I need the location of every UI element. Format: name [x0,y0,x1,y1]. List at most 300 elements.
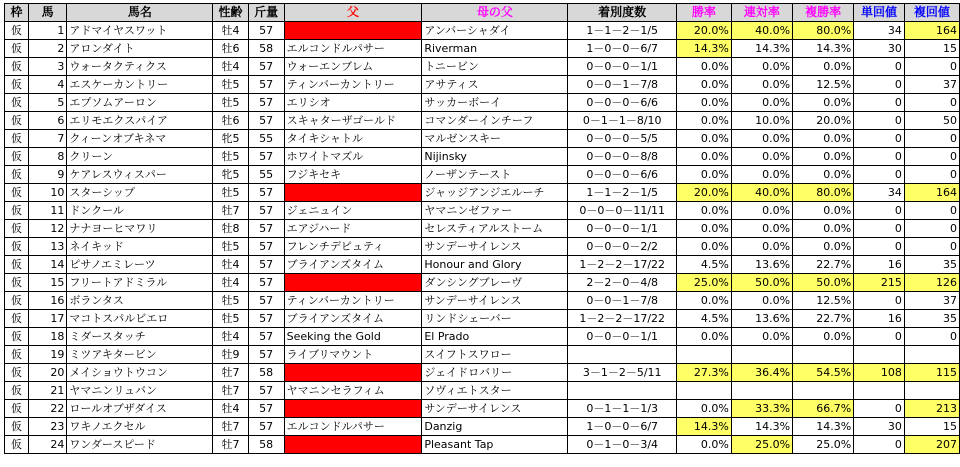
cell-waku: 仮 [5,436,29,454]
cell-win-rate: 0.0% [676,292,731,310]
cell-quinella-rate: 14.3% [731,40,792,58]
cell-dam-sire: サンデーサイレンス [422,400,568,418]
cell-record: 0－1－1－8/10 [568,112,677,130]
cell-uma: 15 [29,274,67,292]
cell-horse-name: ドンクール [67,202,213,220]
table-row [5,220,960,238]
cell-quinella-rate [731,382,792,400]
cell-quinella-rate: 40.0% [731,184,792,202]
header-row [5,4,960,22]
cell-dam-sire: Nijinsky [422,148,568,166]
cell-dam-sire: マルゼンスキー [422,130,568,148]
cell-sire: クロフネ [284,184,422,202]
table-row [5,40,960,58]
cell-weight: 57 [248,256,284,274]
cell-show-return: 115 [904,364,959,382]
cell-show-rate: 22.7% [793,256,854,274]
cell-uma: 2 [29,40,67,58]
cell-uma: 7 [29,130,67,148]
cell-horse-name: ボランタス [67,292,213,310]
cell-show-return: 0 [904,238,959,256]
cell-uma: 14 [29,256,67,274]
cell-show-rate: 0.0% [793,166,854,184]
cell-win-rate: 14.3% [676,418,731,436]
cell-show-rate [793,346,854,364]
cell-win-return: 16 [854,310,905,328]
cell-uma: 19 [29,346,67,364]
cell-waku: 仮 [5,130,29,148]
table-row [5,184,960,202]
cell-uma: 10 [29,184,67,202]
cell-weight: 57 [248,202,284,220]
cell-show-return: 37 [904,292,959,310]
cell-horse-name: ネイキッド [67,238,213,256]
cell-quinella-rate: 36.4% [731,364,792,382]
cell-record: 0－0－0－6/6 [568,166,677,184]
table-row [5,256,960,274]
cell-show-return: 0 [904,328,959,346]
cell-win-rate: 20.0% [676,22,731,40]
cell-quinella-rate: 25.0% [731,436,792,454]
cell-sex-age: 牝5 [213,130,248,148]
cell-win-return: 16 [854,256,905,274]
cell-sex-age: 牡8 [213,220,248,238]
cell-sire: ウォーエンブレム [284,58,422,76]
cell-sex-age: 牡7 [213,364,248,382]
cell-quinella-rate: 0.0% [731,130,792,148]
cell-waku: 仮 [5,274,29,292]
cell-sex-age: 牡4 [213,328,248,346]
cell-uma: 13 [29,238,67,256]
cell-sire: フレンチデピュティ [284,238,422,256]
table-row [5,274,960,292]
cell-show-rate: 14.3% [793,418,854,436]
cell-dam-sire: Danzig [422,418,568,436]
cell-win-rate: 25.0% [676,274,731,292]
cell-show-rate: 0.0% [793,58,854,76]
cell-quinella-rate: 0.0% [731,94,792,112]
cell-win-rate: 0.0% [676,436,731,454]
header-bamei: 馬名 [67,4,213,22]
cell-horse-name: ミツアキタービン [67,346,213,364]
cell-show-return: 15 [904,418,959,436]
cell-dam-sire: セレスティアルストーム [422,220,568,238]
cell-show-rate: 80.0% [793,22,854,40]
cell-uma: 3 [29,58,67,76]
table-row [5,346,960,364]
cell-sex-age: 牡6 [213,40,248,58]
cell-sire: スキャターザゴールド [284,112,422,130]
cell-weight: 57 [248,184,284,202]
cell-sex-age: 牡5 [213,310,248,328]
cell-show-rate: 20.0% [793,112,854,130]
cell-quinella-rate: 0.0% [731,148,792,166]
cell-horse-name: マコトスパルビエロ [67,310,213,328]
cell-sire: キンググローリアス [284,436,422,454]
cell-sire: マヤノトップガン [284,364,422,382]
cell-uma: 8 [29,148,67,166]
cell-sire: ブライアンズタイム [284,310,422,328]
table-row [5,328,960,346]
cell-show-return: 0 [904,166,959,184]
cell-uma: 18 [29,328,67,346]
cell-horse-name: エスケーカントリー [67,76,213,94]
cell-weight: 55 [248,130,284,148]
cell-win-rate: 0.0% [676,112,731,130]
table-row [5,292,960,310]
cell-horse-name: ナナヨーヒマワリ [67,220,213,238]
header-record: 着別度数 [568,4,677,22]
cell-show-return: 0 [904,130,959,148]
table-row [5,310,960,328]
cell-sex-age: 牡5 [213,76,248,94]
cell-record: 0－0－0－8/8 [568,148,677,166]
cell-waku: 仮 [5,22,29,40]
cell-sire: エルコンドルパサー [284,40,422,58]
table-row [5,166,960,184]
cell-win-return: 0 [854,76,905,94]
cell-win-rate: 0.0% [676,58,731,76]
cell-quinella-rate [731,346,792,364]
cell-waku: 仮 [5,202,29,220]
cell-show-return: 213 [904,400,959,418]
cell-horse-name: ピサノエミレーツ [67,256,213,274]
cell-uma: 17 [29,310,67,328]
cell-win-return: 34 [854,184,905,202]
cell-show-rate: 12.5% [793,292,854,310]
cell-show-return: 0 [904,94,959,112]
cell-waku: 仮 [5,76,29,94]
cell-horse-name: エリモエクスパイア [67,112,213,130]
cell-uma: 1 [29,22,67,40]
cell-waku: 仮 [5,256,29,274]
header-win-rate: 勝率 [676,4,731,22]
cell-sex-age: 牡5 [213,184,248,202]
cell-record: 0－0－0－1/1 [568,328,677,346]
cell-waku: 仮 [5,328,29,346]
cell-record: 1－2－2－17/22 [568,310,677,328]
cell-win-rate: 27.3% [676,364,731,382]
cell-sex-age: 牡7 [213,382,248,400]
cell-win-return: 0 [854,58,905,76]
cell-sire: エリシオ [284,94,422,112]
cell-uma: 16 [29,292,67,310]
cell-win-rate: 20.0% [676,184,731,202]
cell-win-return [854,346,905,364]
cell-uma: 12 [29,220,67,238]
cell-weight: 57 [248,112,284,130]
cell-horse-name: スターシップ [67,184,213,202]
cell-quinella-rate: 0.0% [731,238,792,256]
cell-win-return: 108 [854,364,905,382]
table-row [5,238,960,256]
cell-record [568,346,677,364]
cell-show-return: 126 [904,274,959,292]
cell-quinella-rate: 40.0% [731,22,792,40]
table-row [5,400,960,418]
table-row [5,22,960,40]
cell-waku: 仮 [5,238,29,256]
cell-weight: 57 [248,22,284,40]
cell-sire: トワイニング [284,400,422,418]
cell-quinella-rate: 13.6% [731,310,792,328]
cell-weight: 57 [248,274,284,292]
cell-weight: 57 [248,418,284,436]
cell-show-rate: 0.0% [793,94,854,112]
cell-win-rate [676,346,731,364]
cell-horse-name: ワンダースピード [67,436,213,454]
cell-record: 0－1－1－1/3 [568,400,677,418]
header-seirei: 性齢 [213,4,248,22]
cell-waku: 仮 [5,148,29,166]
table-row [5,148,960,166]
cell-show-rate: 0.0% [793,238,854,256]
cell-sex-age: 牡4 [213,58,248,76]
cell-quinella-rate: 0.0% [731,76,792,94]
cell-show-return: 0 [904,202,959,220]
cell-waku: 仮 [5,184,29,202]
cell-show-return: 35 [904,310,959,328]
cell-quinella-rate: 14.3% [731,418,792,436]
cell-win-return: 30 [854,418,905,436]
cell-quinella-rate: 0.0% [731,220,792,238]
cell-quinella-rate: 0.0% [731,166,792,184]
cell-show-rate [793,382,854,400]
table-row [5,94,960,112]
cell-quinella-rate: 0.0% [731,58,792,76]
cell-record: 1－2－2－17/22 [568,256,677,274]
cell-record: 1－0－0－6/7 [568,40,677,58]
cell-sire: ヤマニンセラフィム [284,382,422,400]
cell-weight: 57 [248,328,284,346]
cell-record: 1－0－0－6/7 [568,418,677,436]
cell-show-return: 35 [904,256,959,274]
cell-show-rate: 50.0% [793,274,854,292]
cell-dam-sire: Riverman [422,40,568,58]
cell-win-rate: 0.0% [676,130,731,148]
cell-weight: 57 [248,292,284,310]
cell-uma: 20 [29,364,67,382]
cell-sire: ティンバーカントリー [284,292,422,310]
cell-uma: 23 [29,418,67,436]
cell-win-return: 0 [854,292,905,310]
cell-dam-sire: ジェイドロバリー [422,364,568,382]
cell-win-rate: 0.0% [676,148,731,166]
cell-win-return: 0 [854,436,905,454]
cell-waku: 仮 [5,418,29,436]
cell-horse-name: クィーンオブキネマ [67,130,213,148]
cell-record: 0－0－1－7/8 [568,76,677,94]
cell-waku: 仮 [5,94,29,112]
cell-win-return: 0 [854,328,905,346]
cell-sex-age: 牡7 [213,436,248,454]
cell-weight: 57 [248,76,284,94]
cell-horse-name: ワキノエクセル [67,418,213,436]
header-kinryo: 斤量 [248,4,284,22]
cell-show-return: 0 [904,148,959,166]
cell-waku: 仮 [5,58,29,76]
cell-win-rate: 0.0% [676,166,731,184]
cell-win-return: 215 [854,274,905,292]
cell-dam-sire: スイフトスワロー [422,346,568,364]
cell-uma: 4 [29,76,67,94]
cell-dam-sire: リンドシェーバー [422,310,568,328]
cell-sire: エアジハード [284,220,422,238]
header-dam-sire: 母の父 [422,4,568,22]
cell-win-rate: 0.0% [676,400,731,418]
cell-waku: 仮 [5,346,29,364]
cell-dam-sire: アサティス [422,76,568,94]
cell-win-rate: 4.5% [676,256,731,274]
cell-weight: 57 [248,400,284,418]
cell-sire: フジキセキ [284,166,422,184]
cell-win-rate [676,382,731,400]
cell-show-return: 207 [904,436,959,454]
cell-sex-age: 牡9 [213,346,248,364]
cell-sex-age: 牡5 [213,238,248,256]
cell-horse-name: フリートアドミラル [67,274,213,292]
cell-dam-sire: サンデーサイレンス [422,292,568,310]
table-row [5,112,960,130]
cell-weight: 55 [248,166,284,184]
cell-sire: ブライアンズタイム [284,256,422,274]
table-row [5,58,960,76]
cell-show-rate: 54.5% [793,364,854,382]
cell-show-return: 0 [904,58,959,76]
cell-waku: 仮 [5,310,29,328]
cell-win-return: 30 [854,40,905,58]
table-row [5,202,960,220]
table-body [5,22,960,454]
cell-dam-sire: Pleasant Tap [422,436,568,454]
cell-sire: エルコンドルパサー [284,418,422,436]
cell-record: 0－0－0－1/1 [568,220,677,238]
header-quinella-rate: 連対率 [731,4,792,22]
cell-quinella-rate: 0.0% [731,292,792,310]
cell-horse-name: ウォータクティクス [67,58,213,76]
cell-weight: 57 [248,94,284,112]
cell-win-return: 0 [854,112,905,130]
cell-sire: ティンバーカントリー [284,76,422,94]
cell-quinella-rate: 10.0% [731,112,792,130]
cell-record: 2－2－0－4/8 [568,274,677,292]
cell-dam-sire: トニービン [422,58,568,76]
cell-quinella-rate: 13.6% [731,256,792,274]
cell-show-rate: 0.0% [793,202,854,220]
header-waku: 枠 [5,4,29,22]
cell-uma: 22 [29,400,67,418]
cell-record: 0－1－0－3/4 [568,436,677,454]
table-row [5,364,960,382]
cell-win-rate: 0.0% [676,238,731,256]
cell-show-return: 164 [904,22,959,40]
cell-weight: 57 [248,148,284,166]
cell-win-return: 0 [854,166,905,184]
cell-dam-sire: サッカーボーイ [422,94,568,112]
cell-sex-age: 牝5 [213,166,248,184]
cell-dam-sire: El Prado [422,328,568,346]
table-row [5,436,960,454]
cell-win-rate: 0.0% [676,328,731,346]
cell-dam-sire: ダンシングブレーヴ [422,274,568,292]
cell-show-rate: 22.7% [793,310,854,328]
table-row [5,382,960,400]
cell-weight: 57 [248,382,284,400]
cell-win-rate: 0.0% [676,76,731,94]
cell-horse-name: アドマイヤスワット [67,22,213,40]
cell-record: 0－0－0－6/6 [568,94,677,112]
cell-sire: タイキシャトル [284,130,422,148]
cell-weight: 58 [248,364,284,382]
cell-show-rate: 25.0% [793,436,854,454]
cell-horse-name: ミダースタッチ [67,328,213,346]
cell-win-rate: 0.0% [676,94,731,112]
cell-horse-name: ケアレスウィスパー [67,166,213,184]
cell-dam-sire: ヤマニンゼファー [422,202,568,220]
stats-table-wrapper [4,3,960,454]
cell-win-return: 0 [854,238,905,256]
horse-stats-table [4,3,960,454]
cell-horse-name: ロールオブザダイス [67,400,213,418]
table-header [5,4,960,22]
cell-weight: 57 [248,220,284,238]
cell-sire: Seeking the Gold [284,328,422,346]
cell-record [568,382,677,400]
cell-record: 3－1－2－5/11 [568,364,677,382]
cell-sire: クロフネ [284,22,422,40]
cell-quinella-rate: 0.0% [731,328,792,346]
cell-win-return: 0 [854,202,905,220]
cell-weight: 57 [248,346,284,364]
cell-win-rate: 0.0% [676,202,731,220]
table-row [5,130,960,148]
cell-sex-age: 牡5 [213,292,248,310]
cell-horse-name: エプソムアーロン [67,94,213,112]
cell-weight: 58 [248,40,284,58]
cell-horse-name: メイショウトウコン [67,364,213,382]
cell-waku: 仮 [5,112,29,130]
cell-record: 0－0－0－2/2 [568,238,677,256]
cell-waku: 仮 [5,400,29,418]
cell-uma: 11 [29,202,67,220]
header-show-return: 複回値 [904,4,959,22]
cell-dam-sire: サンデーサイレンス [422,238,568,256]
header-sire: 父 [284,4,422,22]
cell-quinella-rate: 33.3% [731,400,792,418]
cell-show-return: 37 [904,76,959,94]
cell-waku: 仮 [5,40,29,58]
cell-win-return: 34 [854,22,905,40]
cell-win-rate: 14.3% [676,40,731,58]
header-win-return: 単回値 [854,4,905,22]
cell-horse-name: ヤマニンリュバン [67,382,213,400]
cell-win-return [854,382,905,400]
cell-record: 0－0－0－1/1 [568,58,677,76]
cell-show-return: 0 [904,220,959,238]
cell-record: 0－0－0－5/5 [568,130,677,148]
cell-record: 1－1－2－1/5 [568,184,677,202]
cell-sire: アフリート [284,274,422,292]
table-row [5,418,960,436]
cell-win-rate: 0.0% [676,220,731,238]
cell-record: 1－1－2－1/5 [568,22,677,40]
cell-uma: 5 [29,94,67,112]
cell-sex-age: 牡4 [213,400,248,418]
cell-record: 0－0－0－11/11 [568,202,677,220]
cell-weight: 57 [248,58,284,76]
cell-weight: 57 [248,310,284,328]
cell-win-return: 0 [854,400,905,418]
